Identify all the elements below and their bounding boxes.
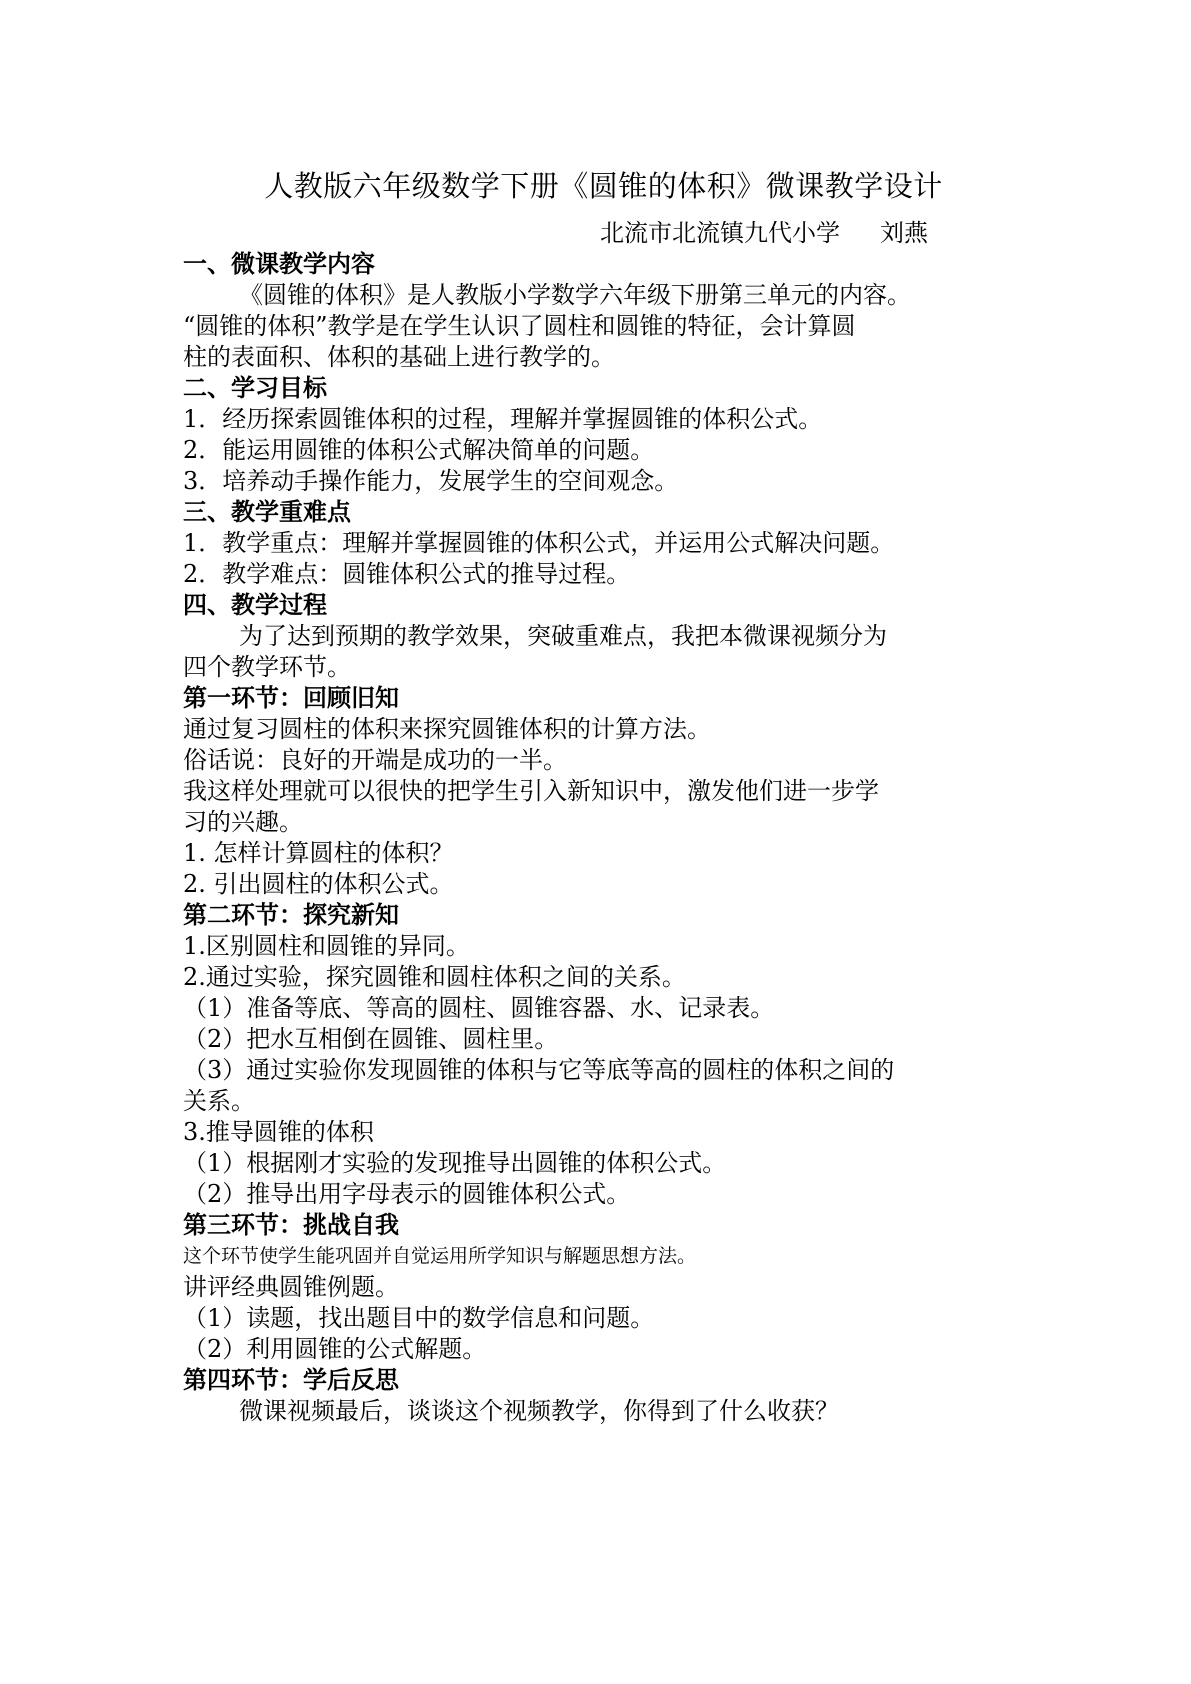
stage-heading: 第三环节：挑战自我	[183, 1211, 399, 1239]
paragraph-line: 为了达到预期的教学效果，突破重难点，我把本微课视频分为	[239, 622, 887, 650]
list-item: （1）准备等底、等高的圆柱、圆锥容器、水、记录表。	[183, 994, 775, 1022]
list-item: （1）根据刚才实验的发现推导出圆锥的体积公式。	[183, 1149, 727, 1177]
author-name: 刘燕	[880, 219, 928, 247]
list-item: （2）推导出用字母表示的圆锥体积公式。	[183, 1180, 631, 1208]
paragraph-line: 讲评经典圆锥例题。	[183, 1273, 399, 1301]
stage-heading: 第四环节：学后反思	[183, 1366, 399, 1394]
list-item: 2．能运用圆锥的体积公式解决简单的问题。	[183, 436, 655, 464]
paragraph-line: 《圆锥的体积》是人教版小学数学六年级下册第三单元的内容。	[239, 281, 911, 309]
stage-heading: 第二环节：探究新知	[183, 901, 399, 929]
section-heading: 三、教学重难点	[183, 498, 351, 526]
document-title: 人教版六年级数学下册《圆锥的体积》微课教学设计	[264, 169, 943, 203]
list-item: 1. 怎样计算圆柱的体积？	[183, 839, 454, 867]
paragraph-line: 这个环节使学生能巩固并自觉运用所学知识与解题思想方法。	[183, 1245, 697, 1267]
list-item: 1.区别圆柱和圆锥的异同。	[183, 932, 470, 960]
list-item: 1．经历探索圆锥体积的过程，理解并掌握圆锥的体积公式。	[183, 405, 823, 433]
paragraph-line: 柱的表面积、体积的基础上进行教学的。	[183, 343, 615, 371]
paragraph-line: 关系。	[183, 1087, 255, 1115]
list-item: （3）通过实验你发现圆锥的体积与它等底等高的圆柱的体积之间的	[183, 1056, 895, 1084]
section-heading: 四、教学过程	[183, 591, 327, 619]
stage-heading: 第一环节：回顾旧知	[183, 684, 399, 712]
paragraph-line: 俗话说：良好的开端是成功的一半。	[183, 746, 567, 774]
list-item: 1．教学重点：理解并掌握圆锥的体积公式，并运用公式解决问题。	[183, 529, 895, 557]
paragraph-line: 我这样处理就可以很快的把学生引入新知识中，激发他们进一步学	[183, 777, 879, 805]
paragraph-line: 四个教学环节。	[183, 653, 351, 681]
list-item: 2. 引出圆柱的体积公式。	[183, 870, 454, 898]
author-line	[600, 216, 928, 250]
paragraph-line: 习的兴趣。	[183, 808, 303, 836]
list-item: 3．培养动手操作能力，发展学生的空间观念。	[183, 467, 679, 495]
section-heading: 二、学习目标	[183, 374, 327, 402]
list-item: （2）把水互相倒在圆锥、圆柱里。	[183, 1025, 559, 1053]
section-heading: 一、微课教学内容	[183, 250, 375, 278]
paragraph-line: “圆锥的体积”教学是在学生认识了圆柱和圆锥的特征，会计算圆	[183, 312, 856, 340]
school-name: 北流市北流镇九代小学	[600, 219, 840, 247]
list-item: （2）利用圆锥的公式解题。	[183, 1335, 487, 1363]
paragraph-line: 微课视频最后，谈谈这个视频教学，你得到了什么收获？	[239, 1397, 839, 1425]
paragraph-line: 通过复习圆柱的体积来探究圆锥体积的计算方法。	[183, 715, 711, 743]
document-body	[183, 249, 1013, 1427]
list-item: （1）读题，找出题目中的数学信息和问题。	[183, 1304, 655, 1332]
list-item: 3.推导圆锥的体积	[183, 1118, 374, 1146]
list-item: 2．教学难点：圆锥体积公式的推导过程。	[183, 560, 631, 588]
list-item: 2.通过实验，探究圆锥和圆柱体积之间的关系。	[183, 963, 686, 991]
